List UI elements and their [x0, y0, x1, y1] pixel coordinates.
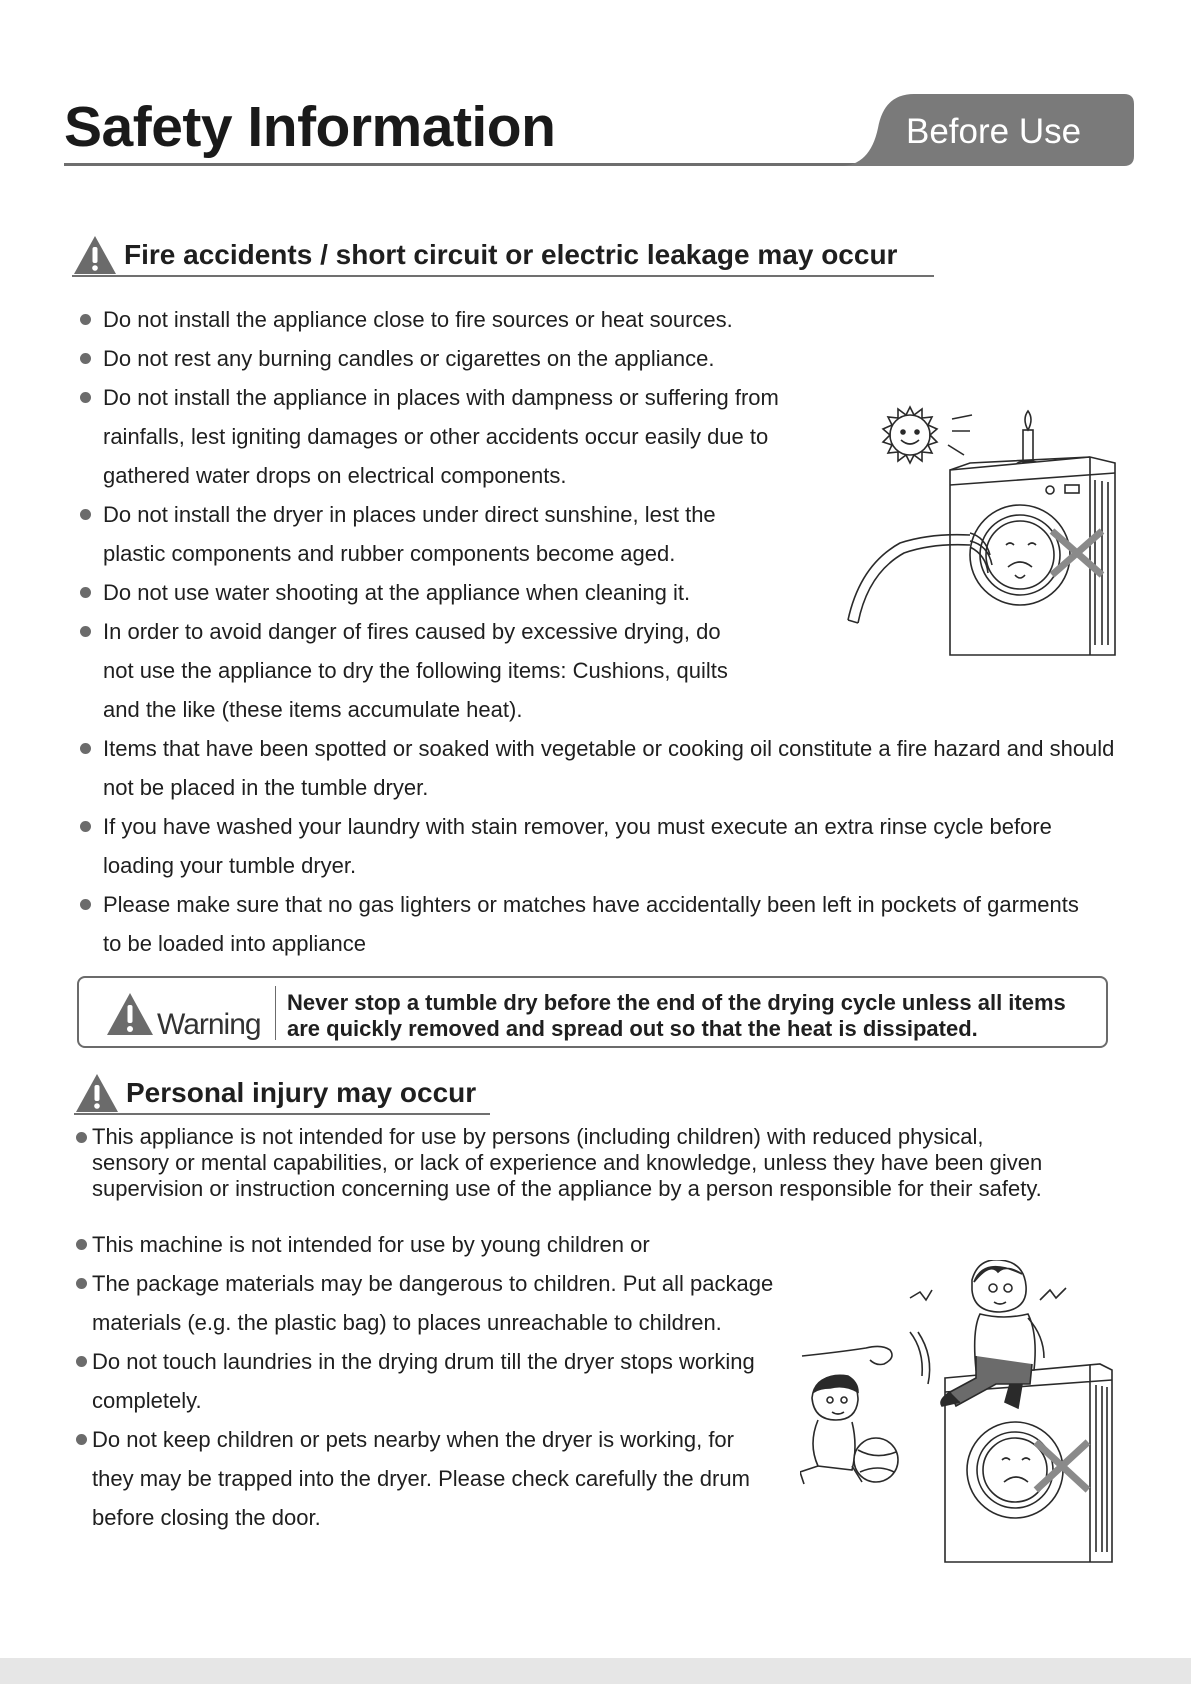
list-item: Items that have been spotted or soaked with vegetable or cooking oil constitute a fire hazard and should not be placed in the tumble dryer. — [80, 729, 1120, 807]
footer-bar — [0, 1658, 1191, 1684]
list-item: Do not touch laundries in the drying drum till the dryer stops working completely. — [76, 1342, 756, 1420]
injury-section-heading — [74, 1072, 476, 1114]
bullet-icon — [76, 1434, 87, 1445]
children-dryer-illustration — [800, 1260, 1140, 1565]
list-item: Do not install the dryer in places under direct sunshine, lest the plastic components and rubber components become aged. — [80, 495, 760, 573]
injury-section-title: Personal injury may occur — [126, 1077, 477, 1108]
bullet-icon — [80, 743, 91, 754]
bullet-icon — [80, 626, 91, 637]
bullet-icon — [76, 1356, 87, 1367]
list-item: The package materials may be dangerous to children. Put all package materials (e.g. the plastic bag) to places unreachable to children. — [76, 1264, 796, 1342]
bullet-icon — [80, 392, 91, 403]
list-item: Do not use water shooting at the appliance when cleaning it. — [80, 573, 820, 612]
warning-text: Never stop a tumble dry before the end of the drying cycle unless all items are quickly removed and spread out so that the heat is dissipated. — [287, 990, 1066, 1041]
list-item: If you have washed your laundry with stain remover, you must execute an extra rinse cycle before loading your tumble dryer. — [80, 807, 1120, 885]
list-item: Do not keep children or pets nearby when the dryer is working, for they may be trapped into the dryer. Please check carefully the drum before closing the door. — [76, 1420, 776, 1537]
fire-section-title: Fire accidents / short circuit or electric leakage may occur — [124, 239, 898, 270]
bullet-icon — [76, 1239, 87, 1250]
list-item: Do not install the appliance close to fire sources or heat sources. — [80, 300, 820, 339]
list-item: Do not rest any burning candles or cigarettes on the appliance. — [80, 339, 820, 378]
toddler-icon — [800, 1375, 898, 1484]
sun-icon — [883, 407, 972, 463]
fire-section-heading — [72, 234, 897, 276]
warning-divider — [275, 986, 276, 1040]
list-item: This machine is not intended for use by young children or — [76, 1225, 796, 1264]
bullet-icon — [80, 314, 91, 325]
bullet-icon — [76, 1278, 87, 1289]
bullet-icon — [80, 899, 91, 910]
title-rule — [64, 163, 884, 166]
bullet-icon — [80, 353, 91, 364]
bullet-icon — [80, 821, 91, 832]
list-item: This appliance is not intended for use by persons (including children) with reduced physical, sensory or mental capabilities, or lack of experience and knowledge, unless they have been given supervision or instruction concerning use of the appliance by a person responsible for their safety. — [76, 1124, 1058, 1202]
fire-section-rule — [72, 275, 934, 277]
list-item: Do not install the appliance in places with dampness or suffering from rainfalls, lest igniting damages or other accidents occur easily due to gathered water drops on electrical components. — [80, 378, 840, 495]
bullet-icon — [76, 1132, 87, 1143]
bullet-icon — [80, 509, 91, 520]
section-tab-label: Before Use — [906, 112, 1082, 151]
dryer-icon — [950, 457, 1115, 655]
warning-box — [77, 976, 1108, 1048]
warning-triangle-icon — [74, 1072, 120, 1114]
page-title: Safety Information — [64, 95, 556, 159]
injury-section-rule — [74, 1113, 490, 1115]
list-item: In order to avoid danger of fires caused by excessive drying, do not use the appliance to dry the following items: Cushions, quilts and the like (these items accumulate heat). — [80, 612, 740, 729]
warning-triangle-icon — [72, 234, 118, 276]
hand-icon — [802, 1332, 930, 1384]
dryer-hazard-illustration — [840, 405, 1120, 665]
warning-label: Warning — [157, 1008, 261, 1041]
list-item: Please make sure that no gas lighters or matches have accidentally been left in pockets of garments to be loaded into appliance — [80, 885, 1080, 963]
warning-triangle-icon — [105, 991, 155, 1037]
bullet-icon — [80, 587, 91, 598]
